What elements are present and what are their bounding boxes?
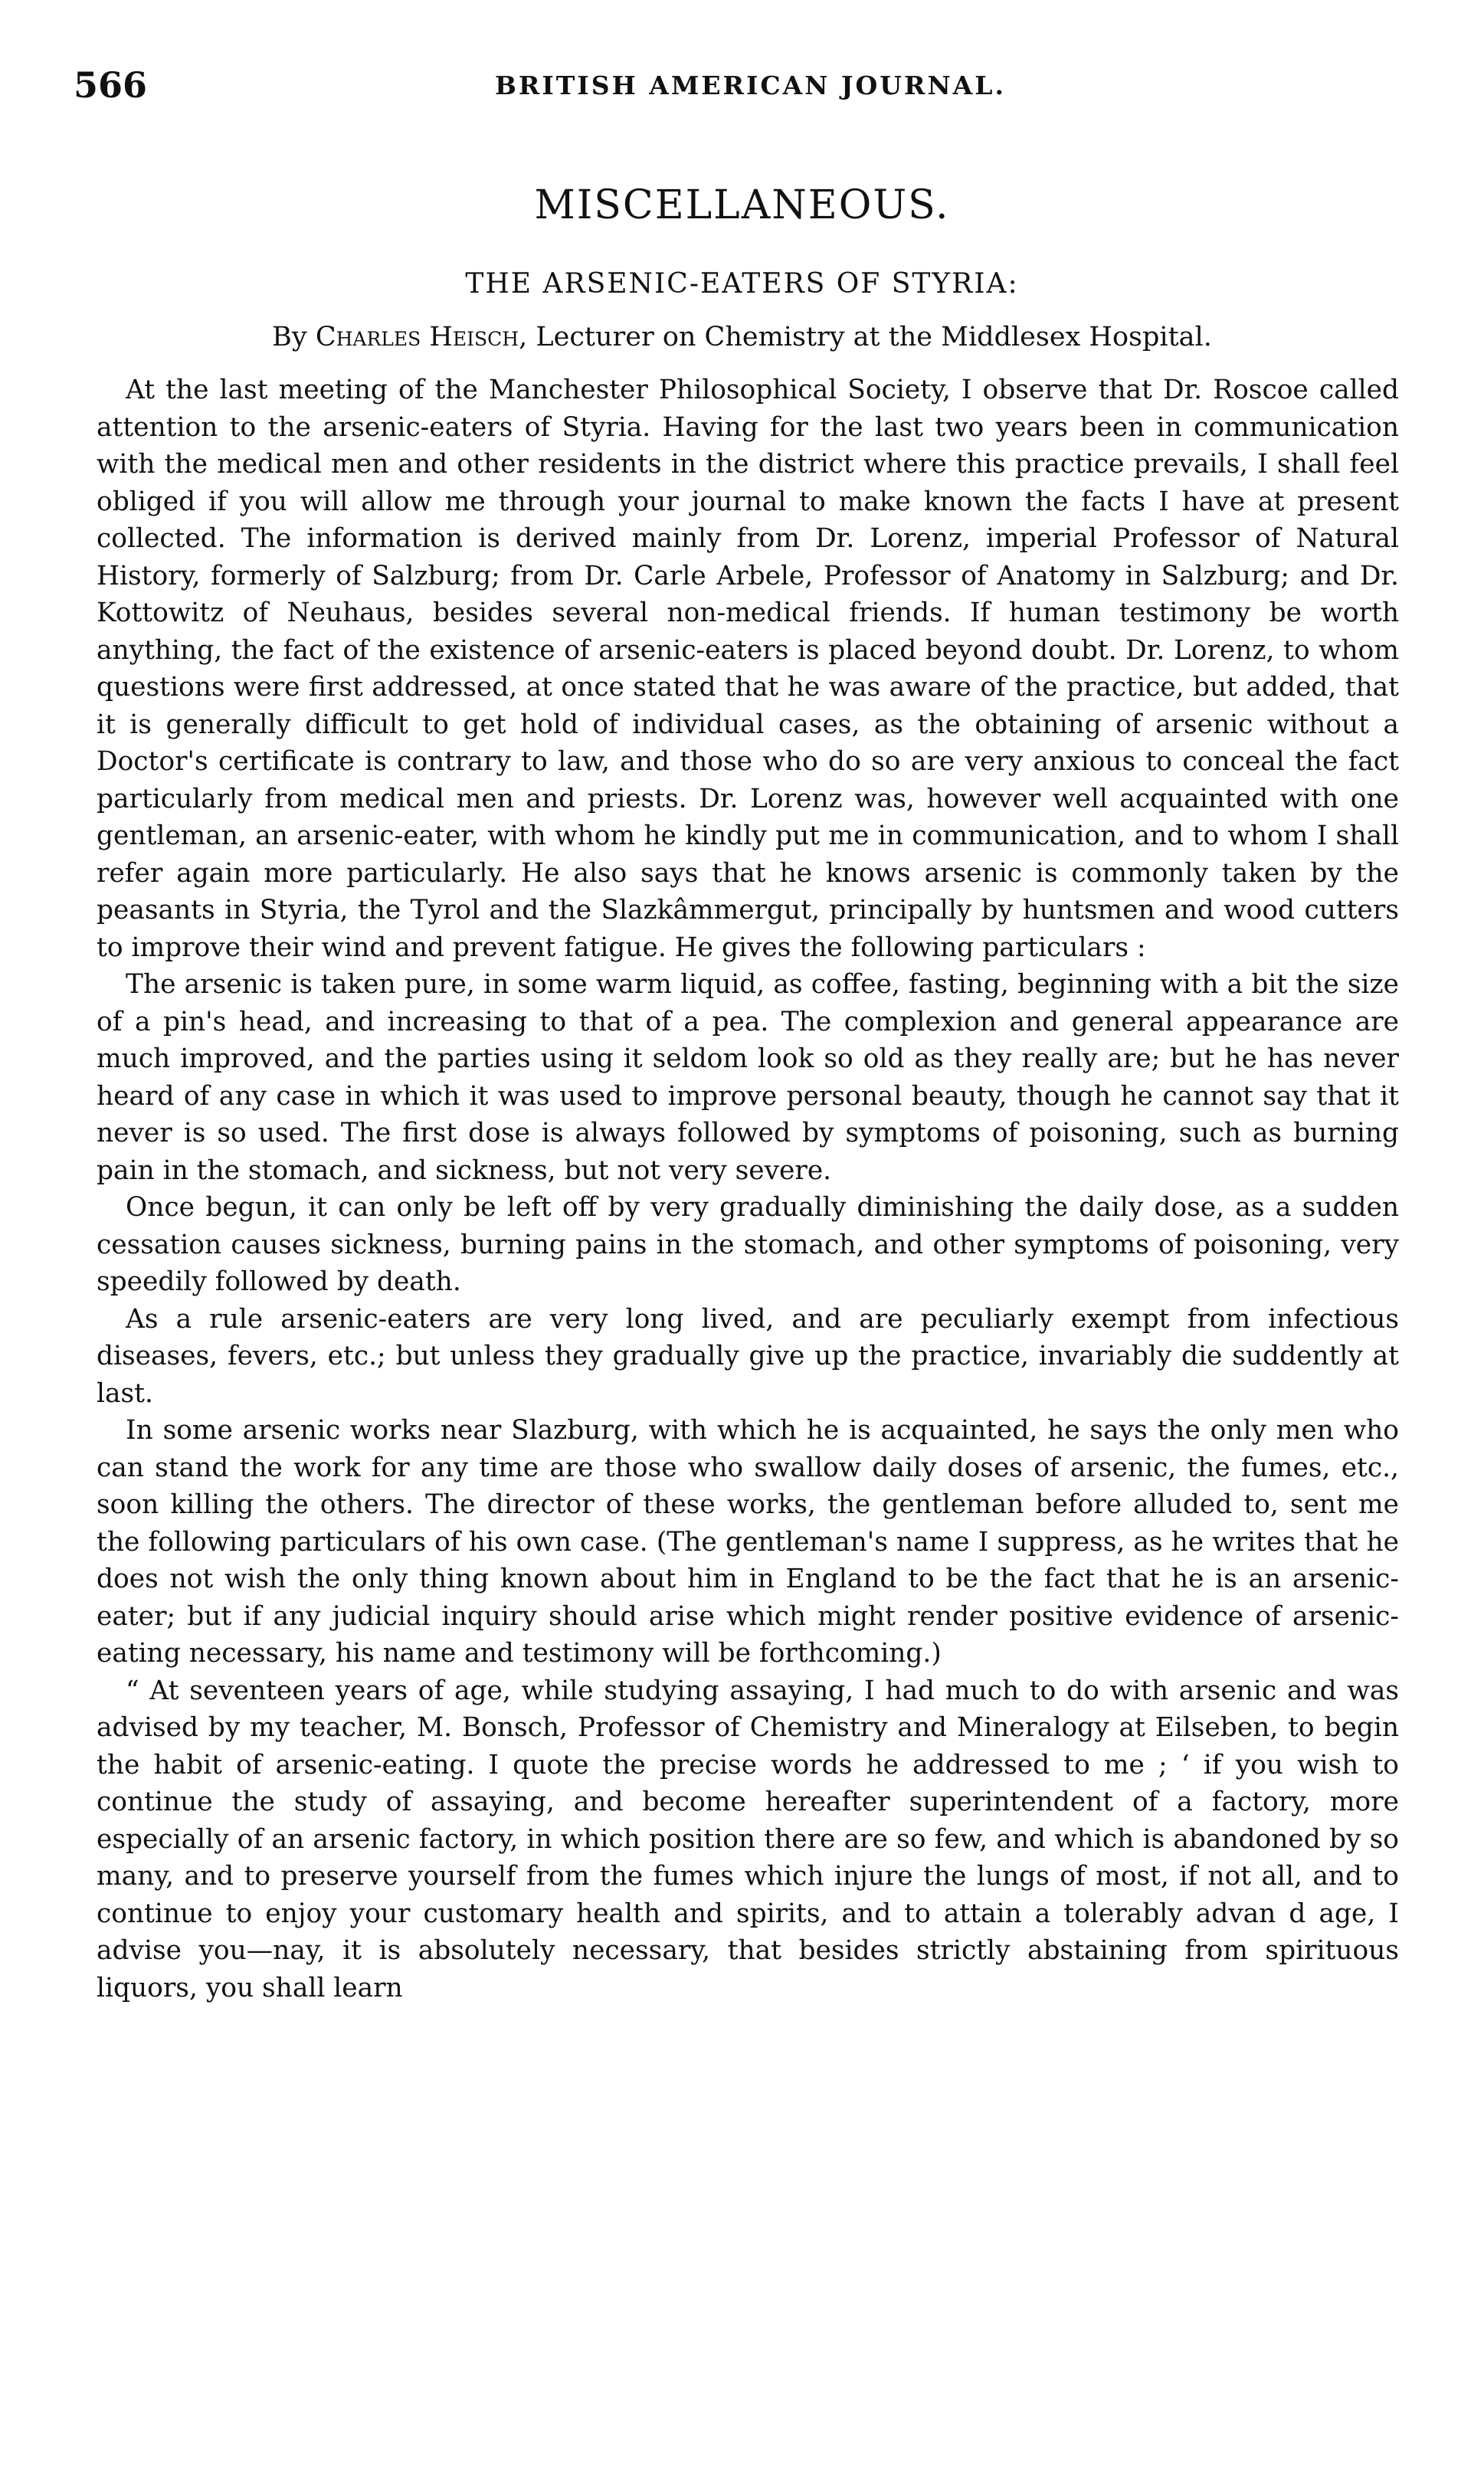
byline-prefix: By — [272, 322, 307, 352]
byline — [0, 322, 1484, 352]
paragraph: The arsenic is taken pure, in some warm liquid, as coffee, fasting, beginning with a bit the size of a pin's head, and increasing to that of a pea. The complexion and general appearance are much improved, and the parties using it seldom look so old as they really are; but he has never heard of any case in which it was used to improve personal beauty, though he cannot say that it never is so used. The first dose is always followed by symptoms of poisoning, such as burning pain in the stomach, and sickness, but not very severe. — [97, 969, 1399, 1186]
page-number: 566 — [74, 64, 148, 106]
page-header — [74, 64, 1414, 110]
paragraph: In some arsenic works near Slazburg, with which he is acquainted, he says the only men who can stand the work for any time are those who swallow daily doses of arsenic, the fumes, etc., soon killing the others. The director of these works, the gentleman before alluded to, sent me the following particulars of his own case. (The gentleman's name I suppress, as he writes that he does not wish the only thing known about him in England to be the fact that he is an arsenic-eater; but if any judicial inquiry should arise which might render positive evidence of arsenic-eating necessary, his name and testimony will be forthcoming.) — [97, 1415, 1399, 1669]
author-affiliation: Lecturer on Chemistry at the Middlesex Hospital. — [536, 322, 1212, 352]
running-title: BRITISH AMERICAN JOURNAL. — [495, 70, 1006, 100]
author-name: Charles Heisch, — [315, 322, 528, 352]
article-title: THE ARSENIC-EATERS OF STYRIA: — [465, 268, 1019, 300]
paragraph: Once begun, it can only be left off by very gradually diminishing the daily dose, as a sudden cessation causes sickness, burning pains in the stomach, and other symptoms of poisoning, very speedily followed by death. — [97, 1192, 1399, 1297]
article-body — [97, 372, 1399, 2006]
paragraph: At the last meeting of the Manchester Philosophical Society, I observe that Dr. Roscoe called attention to the arsenic-eaters of Styria. Having for the last two years been in communication with the medical men and other residents in the district where this practice prevails, I shall feel obliged if you will allow me through your journal to make known the facts I have at present collected. The information is derived mainly from Dr. Lorenz, imperial Professor of Natural History, formerly of Salzburg; from Dr. Carle Arbele, Professor of Anatomy in Salzburg; and Dr. Kottowitz of Neuhaus, besides several non-medical friends. If human testimony be worth anything, the fact of the existence of arsenic-eaters is placed beyond doubt. Dr. Lorenz, to whom questions were first addressed, at once stated that he was aware of the practice, but added, that it is generally difficult to get hold of individual cases, as the obtaining of arsenic without a Doctor's certificate is contrary to law, and those who do so are very anxious to conceal the fact particularly from medical men and priests. Dr. Lorenz was, however well acquainted with one gentleman, an arsenic-eater, with whom he kindly put me in communication, and to whom I shall refer again more particularly. He also says that he knows arsenic is commonly taken by the peasants in Styria, the Tyrol and the Slazkâmmergut, principally by huntsmen and wood cutters to improve their wind and prevent fatigue. He gives the following particulars : — [97, 375, 1399, 963]
section-title: MISCELLANEOUS. — [534, 182, 950, 228]
paragraph: As a rule arsenic-eaters are very long lived, and are peculiarly exempt from infectious diseases, fevers, etc.; but unless they gradually give up the practice, invariably die suddently at last. — [97, 1303, 1399, 1409]
paragraph: “ At seventeen years of age, while studying assaying, I had much to do with arsenic and was advised by my teacher, M. Bonsch, Professor of Chemistry and Mineralogy at Eilseben, to begin the habit of arsenic-eating. I quote the precise words he addressed to me ; ‘ if you wish to continue the study of assaying, and become hereafter superintendent of a factory, more especially of an arsenic factory, in which position there are so few, and which is abandoned by so many, and to preserve yourself from the fumes which injure the lungs of most, if not all, and to continue to enjoy your customary health and spirits, and to attain a tolerably advan d age, I advise you—nay, it is absolutely necessary, that besides strictly abstaining from spirituous liquors, you shall learn — [97, 1675, 1399, 2003]
